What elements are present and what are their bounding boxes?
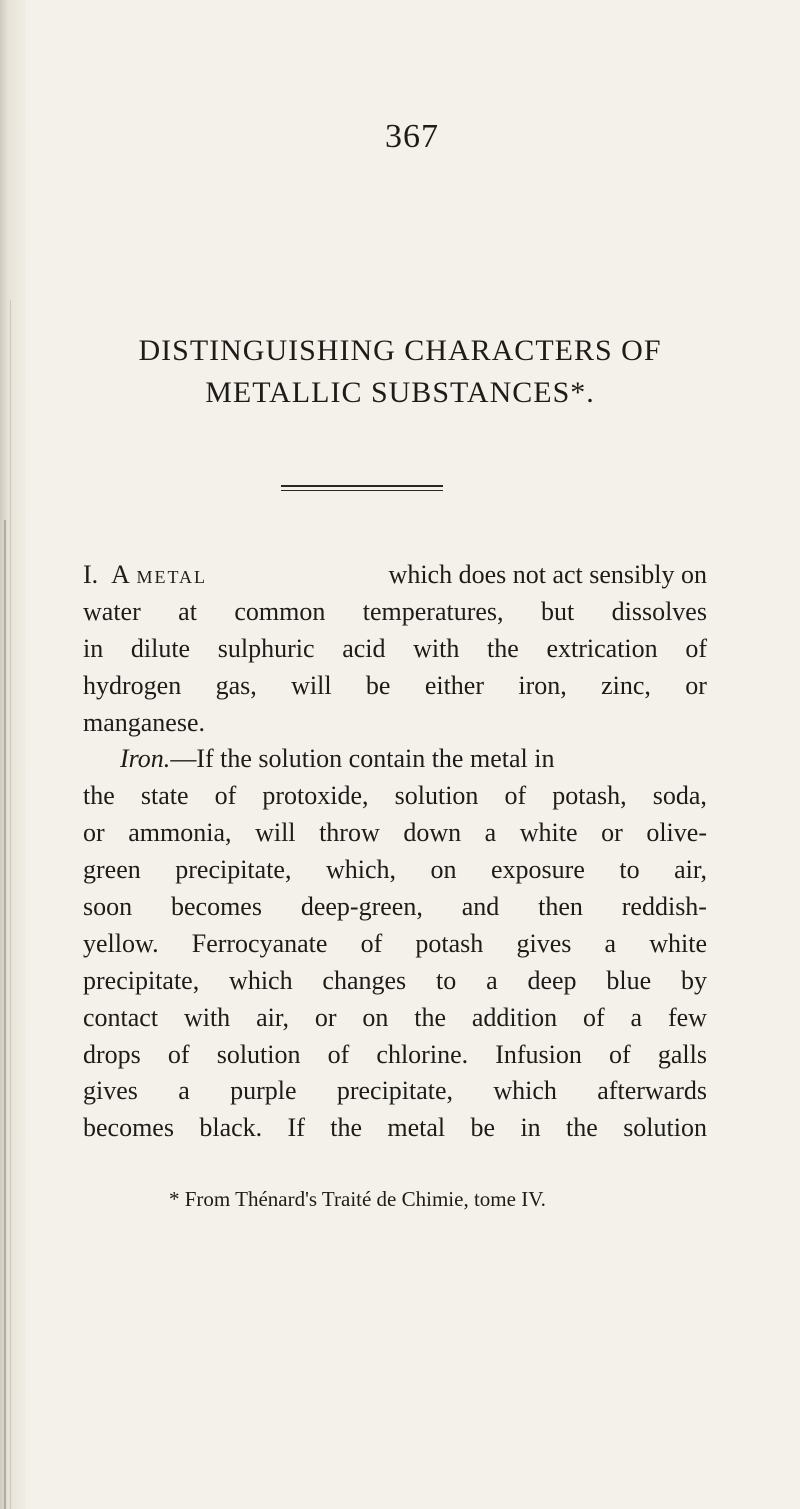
word: reddish-	[621, 892, 707, 922]
word: afterwards	[597, 1076, 707, 1106]
page-gutter	[0, 0, 26, 1509]
word: soon	[83, 892, 133, 922]
word: protoxide,	[262, 781, 369, 811]
line-rest: which does not act sensibly on	[388, 560, 707, 589]
word: ammonia,	[128, 818, 232, 848]
text-line	[83, 631, 707, 668]
word: the	[330, 1113, 362, 1143]
text-line	[83, 594, 707, 631]
word: of	[167, 1039, 190, 1069]
word: on	[362, 1002, 389, 1032]
word: potash,	[552, 781, 627, 811]
word: of	[214, 781, 237, 811]
word: soda,	[652, 781, 707, 811]
word: gas,	[215, 670, 257, 700]
word: iron,	[518, 670, 567, 700]
word: a	[486, 965, 498, 995]
word: a	[484, 818, 497, 848]
section-numeral: I.	[83, 560, 99, 589]
footnote: * From Thénard's Traité de Chimie, tome IV.	[169, 1187, 546, 1211]
word: but	[540, 596, 575, 626]
word: solution	[394, 781, 479, 811]
word: of	[609, 1039, 631, 1069]
word: throw	[319, 818, 380, 848]
word: precipitate,	[175, 855, 292, 885]
word: the	[83, 781, 115, 811]
word: with	[183, 1002, 231, 1032]
text-line	[83, 1110, 707, 1147]
word: changes	[322, 965, 407, 995]
gutter-shadow-line	[4, 520, 6, 1509]
word: Infusion	[495, 1039, 582, 1069]
word: contact	[83, 1002, 159, 1032]
word: which	[229, 965, 293, 995]
word: state	[140, 781, 189, 811]
word: be	[365, 670, 391, 700]
word: the	[566, 1113, 598, 1143]
word: gives	[83, 1076, 138, 1106]
word: or	[314, 1002, 337, 1032]
text-line	[83, 741, 707, 778]
word: If	[287, 1113, 305, 1143]
word: precipitate,	[336, 1076, 454, 1106]
word: of	[504, 781, 527, 811]
paragraph-lead	[83, 557, 207, 594]
word: to	[619, 855, 640, 885]
lead-letter: A	[111, 560, 130, 589]
word: a	[178, 1076, 190, 1106]
word: dilute	[130, 633, 191, 663]
word: drops	[83, 1039, 141, 1069]
word: yellow.	[83, 928, 159, 958]
word: extrication	[546, 633, 658, 663]
word: black.	[199, 1113, 263, 1143]
word: will	[291, 670, 332, 700]
word: white	[519, 818, 578, 848]
word: then	[538, 892, 583, 922]
word: on	[430, 855, 457, 885]
word: air,	[674, 855, 707, 885]
word: temperatures,	[362, 596, 504, 626]
gutter-shadow-line	[10, 300, 11, 1509]
text-line	[83, 963, 707, 1000]
word: will	[255, 818, 296, 848]
word: air,	[256, 1002, 289, 1032]
word: water	[83, 596, 141, 626]
word: purple	[230, 1076, 297, 1106]
section-heading-iron: Iron.	[120, 744, 171, 774]
word: deep	[527, 965, 577, 995]
ornamental-rule	[281, 485, 443, 487]
word: down	[403, 818, 462, 848]
text-line	[83, 557, 707, 594]
text-line	[83, 1037, 707, 1074]
word: gives	[516, 928, 572, 958]
chapter-title	[20, 330, 780, 414]
word: acid	[342, 633, 386, 663]
text-line	[83, 889, 707, 926]
text-line	[83, 815, 707, 852]
word: which	[493, 1076, 557, 1106]
word: of	[327, 1039, 350, 1069]
word: the	[414, 1002, 447, 1032]
word: white	[649, 928, 707, 958]
word: few	[667, 1002, 707, 1032]
word: of	[685, 633, 707, 663]
word: becomes	[83, 1113, 174, 1143]
word: common	[234, 596, 326, 626]
word: with	[413, 633, 460, 663]
text-line	[83, 778, 707, 815]
line-rest: —If the solution contain the metal in	[170, 744, 555, 774]
text-line	[83, 852, 707, 889]
lead-smallcaps: metal	[136, 560, 208, 589]
word: be	[470, 1113, 496, 1143]
word: or	[83, 818, 105, 848]
word: deep-green,	[300, 892, 423, 922]
word: at	[178, 596, 197, 626]
word: or	[601, 818, 623, 848]
word: of	[582, 1002, 605, 1032]
word: solution	[216, 1039, 301, 1069]
word: the	[487, 633, 519, 663]
word: to	[436, 965, 457, 995]
ornamental-rule	[281, 490, 443, 491]
text-line	[83, 1073, 707, 1110]
word: or	[685, 670, 707, 700]
word: galls	[657, 1039, 707, 1069]
word: chlorine.	[376, 1039, 469, 1069]
text-line	[83, 926, 707, 963]
word: solution	[623, 1113, 707, 1143]
title-line: METALLIC SUBSTANCES*.	[205, 376, 595, 409]
word: by	[680, 965, 707, 995]
word: and	[461, 892, 500, 922]
word: in	[83, 633, 104, 663]
word: addition	[471, 1002, 558, 1032]
word: hydrogen	[83, 670, 182, 700]
word: becomes	[171, 892, 262, 922]
word: dissolves	[611, 596, 707, 626]
title-line: DISTINGUISHING CHARACTERS OF	[138, 334, 662, 367]
word: a	[604, 928, 617, 958]
word: potash	[415, 928, 484, 958]
word: in	[520, 1113, 541, 1143]
text-line	[83, 1000, 707, 1037]
word: precipitate,	[83, 965, 200, 995]
word: which,	[325, 855, 397, 885]
page-number: 367	[385, 118, 439, 155]
word: of	[360, 928, 383, 958]
body-text	[83, 557, 707, 1147]
text-line: manganese.	[83, 707, 206, 737]
word: exposure	[491, 855, 585, 885]
word: zinc,	[601, 670, 651, 700]
word: olive-	[646, 818, 707, 848]
word: either	[424, 670, 484, 700]
word: Ferrocyanate	[191, 928, 328, 958]
word: a	[630, 1002, 643, 1032]
word: sulphuric	[217, 633, 315, 663]
word: green	[83, 855, 141, 885]
word: metal	[387, 1113, 446, 1143]
word: blue	[606, 965, 652, 995]
text-line	[83, 668, 707, 705]
